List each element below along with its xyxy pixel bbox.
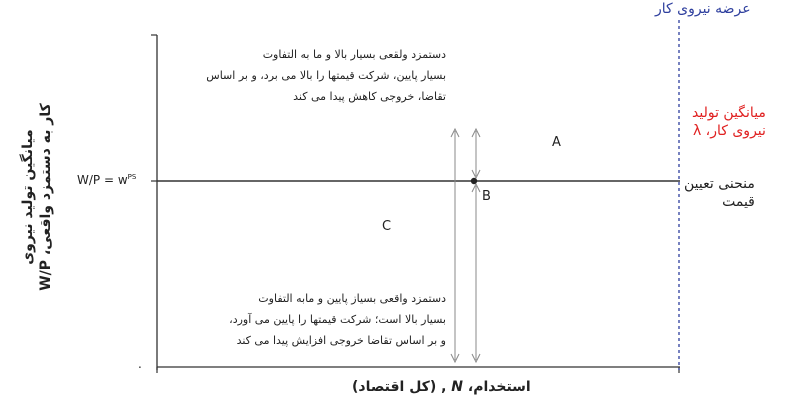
note-high-wage-line1: دستمزد ولقعی بسیار بالا و ما به التفاوت: [262, 48, 446, 61]
price-setting-label: [684, 175, 755, 211]
y-axis-title-line2: کار به دستمزد واقعی، W/P: [38, 103, 54, 291]
region-label-b: B: [482, 189, 491, 204]
arrow-lower-right: [472, 184, 480, 362]
price-setting-label-line2: قیمت: [722, 194, 755, 210]
equilibrium-point-b: [471, 178, 477, 184]
note-high-wage: [170, 44, 446, 107]
note-high-wage-line2: بسیار پایین، شرکت قیمتها را بالا می برد، و بر اساس: [206, 69, 446, 82]
x-axis-title-suffix: , (کل اقتصاد): [352, 379, 452, 395]
wage-price-setting-text: W/P = w: [77, 173, 128, 187]
long-arrow-left: [451, 129, 459, 362]
apl-label-line1: میانگین تولید: [692, 105, 766, 121]
apl-label-line2: نیروی کار، λ: [692, 123, 766, 139]
wage-price-setting-label: [77, 173, 136, 187]
x-axis-title-symbol: N: [451, 379, 464, 395]
short-arrow-upper: [472, 129, 480, 178]
y-axis-title-line1: میانگین تولید نیروی: [20, 129, 36, 265]
note-high-wage-line3: تقاضا، خروجی کاهش پیدا می کند: [293, 90, 446, 103]
x-axis-title-prefix: استخدام،: [463, 379, 531, 395]
x-axis-title: [352, 379, 531, 395]
origin-label: .: [138, 357, 142, 371]
note-low-wage-line3: و بر اساس تقاضا خروجی افزایش پیدا می کند: [236, 334, 446, 347]
wage-price-setting-superscript: PS: [127, 173, 137, 181]
price-setting-label-line1: منحنی تعیین: [684, 176, 755, 192]
note-low-wage-line2: بسیار بالا است؛ شرکت قیمتها را پایین می آورد،: [229, 313, 446, 326]
region-label-c: C: [382, 219, 392, 234]
note-low-wage: [170, 288, 446, 351]
region-label-a: A: [552, 135, 561, 150]
labor-supply-label: عرضه نیروی کار: [655, 1, 751, 17]
apl-label: [692, 104, 766, 140]
note-low-wage-line1: دستمزد واقعی بسیاز پایین و مابه التفاوت: [258, 292, 446, 305]
